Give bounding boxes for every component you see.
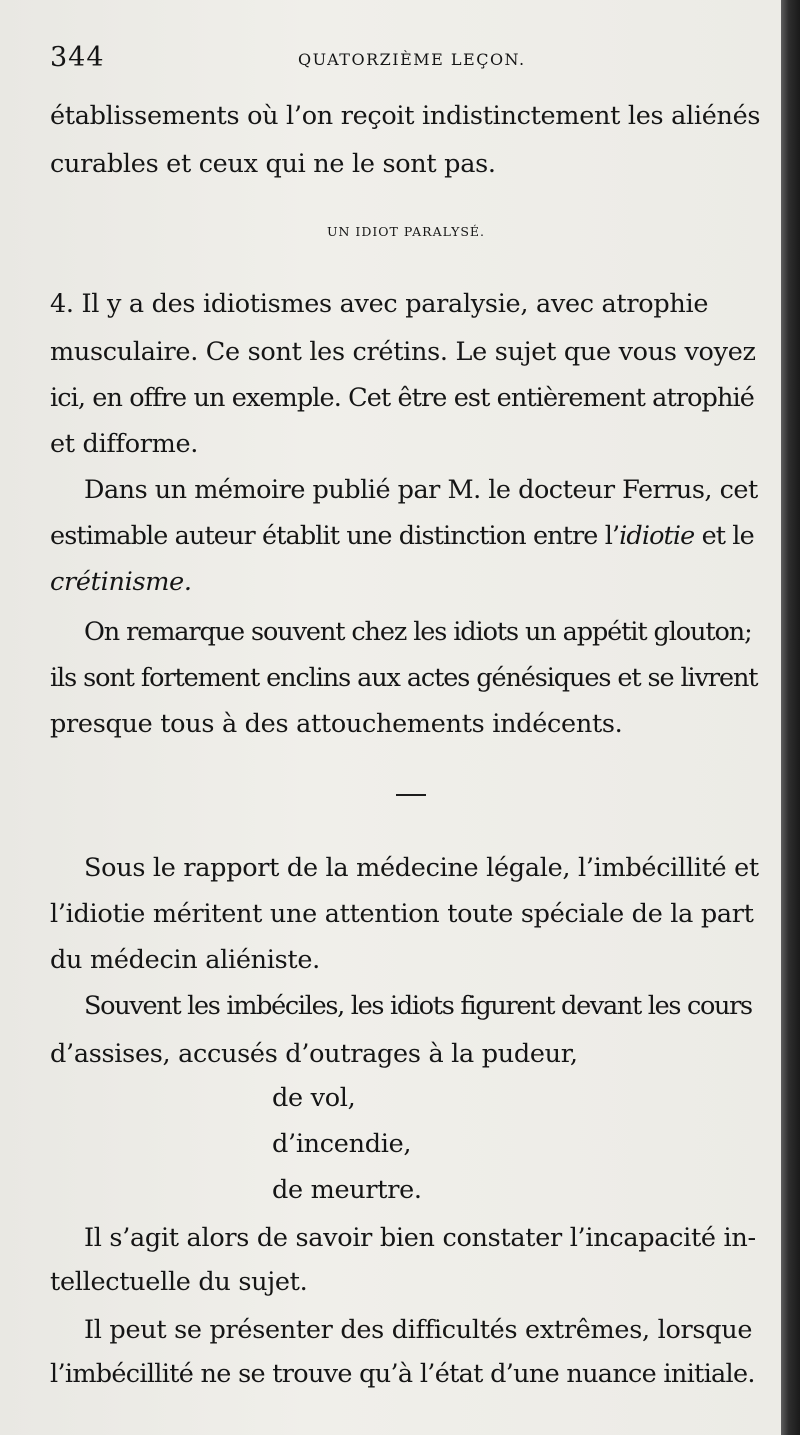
text-line bbox=[50, 1352, 762, 1396]
text-line-content: de vol, bbox=[272, 1083, 356, 1113]
italic-term-cretinisme: crétinisme. bbox=[50, 567, 192, 597]
text-line-content: l’imbécillité ne se trouve qu’à l’état d’une nuance initiale. bbox=[50, 1359, 755, 1389]
section-subheading: UN IDIOT PARALYSÉ. bbox=[326, 224, 486, 239]
text-line-content: ils sont fortement enclins aux actes génésiques et se livrent bbox=[50, 663, 758, 693]
text-line-content: de meurtre. bbox=[272, 1175, 422, 1205]
text-line-content: Il s’agit alors de savoir bien constater l’incapacité in- bbox=[84, 1223, 756, 1253]
text-line-content: curables et ceux qui ne le sont pas. bbox=[50, 149, 496, 179]
text-line-content: et le bbox=[694, 521, 754, 551]
text-line-content: d’assises, accusés d’outrages à la pudeur, bbox=[50, 1039, 578, 1069]
text-line bbox=[84, 1216, 762, 1260]
text-line bbox=[50, 560, 762, 604]
section-divider bbox=[396, 794, 426, 796]
text-line bbox=[50, 330, 762, 374]
text-line bbox=[50, 1032, 762, 1076]
text-line bbox=[50, 142, 762, 186]
text-line-content: ici, en offre un exemple. Cet être est entièrement atrophié bbox=[50, 383, 754, 413]
text-line-content: du médecin aliéniste. bbox=[50, 945, 320, 975]
text-line bbox=[272, 1168, 422, 1212]
text-line bbox=[50, 94, 762, 138]
text-line bbox=[50, 376, 762, 420]
text-line bbox=[50, 938, 762, 982]
text-line bbox=[84, 984, 762, 1028]
text-line-content: On remarque souvent chez les idiots un appétit glouton; bbox=[84, 617, 752, 647]
running-head bbox=[50, 38, 762, 78]
text-line bbox=[84, 846, 762, 890]
text-line bbox=[50, 514, 762, 558]
text-line bbox=[50, 892, 762, 936]
text-line-content: tellectuelle du sujet. bbox=[50, 1267, 308, 1297]
text-line bbox=[84, 610, 762, 654]
page-number: 344 bbox=[50, 42, 105, 73]
text-line-content: 4. Il y a des idiotismes avec paralysie, avec atrophie bbox=[50, 289, 709, 319]
text-line-content: musculaire. Ce sont les crétins. Le sujet que vous voyez bbox=[50, 337, 756, 367]
text-line bbox=[50, 282, 762, 326]
text-line-content: établissements où l’on reçoit indistinctement les aliénés bbox=[50, 101, 761, 131]
text-line bbox=[50, 702, 762, 746]
text-line bbox=[84, 1308, 762, 1352]
text-line-content: Souvent les imbéciles, les idiots figurent devant les cours bbox=[84, 991, 752, 1021]
text-line bbox=[272, 1076, 355, 1120]
text-line-content: l’idiotie méritent une attention toute spéciale de la part bbox=[50, 899, 754, 929]
text-line bbox=[50, 1260, 762, 1304]
text-line-content: Il peut se présenter des difficultés extrêmes, lorsque bbox=[84, 1315, 753, 1345]
running-title: QUATORZIÈME LEÇON. bbox=[298, 50, 526, 69]
text-line bbox=[84, 468, 762, 512]
page-edge-shadow bbox=[781, 0, 800, 1435]
text-line bbox=[50, 656, 762, 700]
text-line-content: Sous le rapport de la médecine légale, l’imbécillité et bbox=[84, 853, 759, 883]
text-line-content: Dans un mémoire publié par M. le docteur Ferrus, cet bbox=[84, 475, 758, 505]
text-line-content: et difforme. bbox=[50, 429, 199, 459]
text-line bbox=[272, 1122, 411, 1166]
italic-term-idiotie: idiotie bbox=[619, 521, 695, 551]
text-line-content: estimable auteur établit une distinction entre l’ bbox=[50, 521, 620, 551]
text-line-content: d’incendie, bbox=[272, 1129, 412, 1159]
text-line bbox=[50, 422, 762, 466]
text-line-content: presque tous à des attouchements indécents. bbox=[50, 709, 623, 739]
